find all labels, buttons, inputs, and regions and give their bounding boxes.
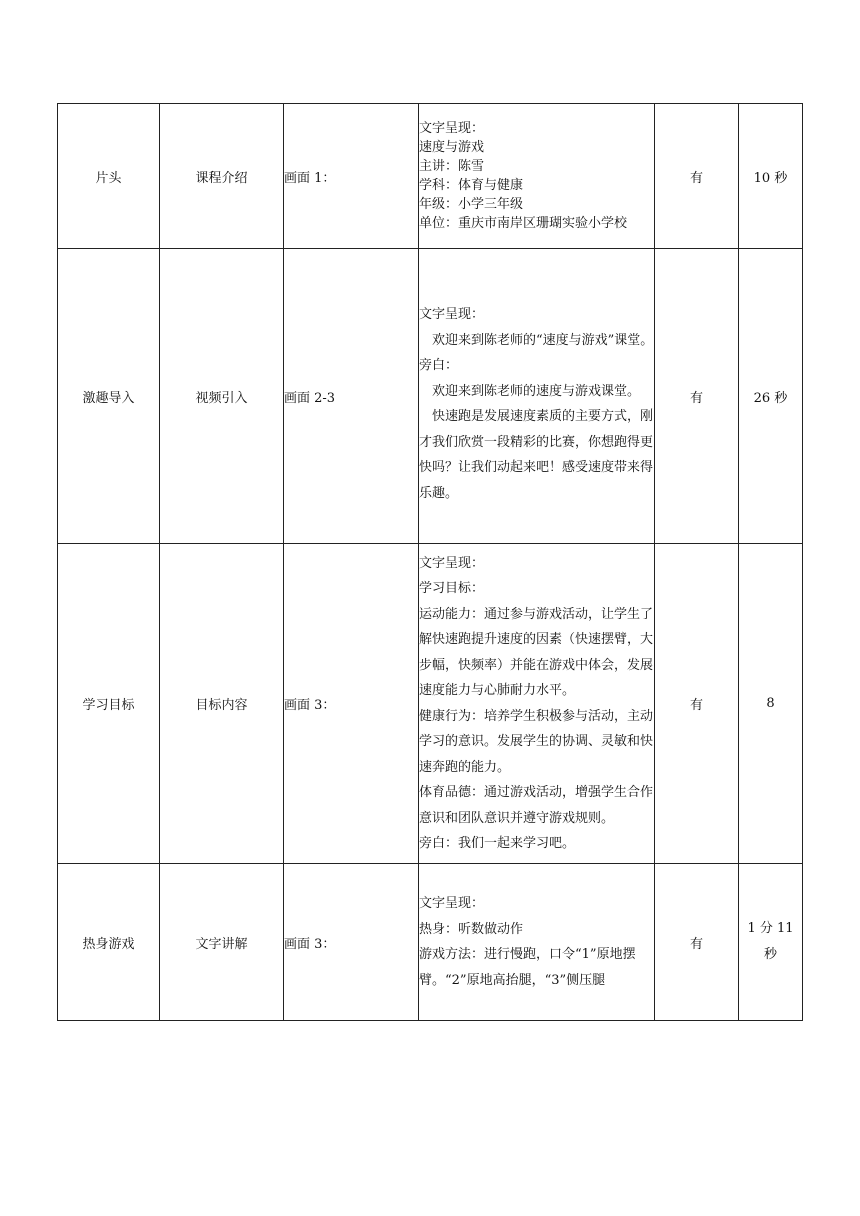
table-row xyxy=(58,104,803,249)
duration-cell: 26 秒 xyxy=(739,249,803,544)
script-table xyxy=(57,103,803,1021)
duration-cell: 10 秒 xyxy=(739,104,803,249)
content-line: 游戏方法：进行慢跑，口令“1”原地摆臂。“2”原地高抬腿，“3”侧压腿 xyxy=(419,947,636,988)
content-line: 单位：重庆市南岸区珊瑚实验小学校 xyxy=(419,216,628,231)
content-line: 文字呈现： xyxy=(419,307,485,322)
content-line: 主讲：陈雪 xyxy=(419,159,485,174)
content-line: 文字呈现： xyxy=(419,896,485,911)
content-line: 旁白：我们一起来学习吧。 xyxy=(419,836,576,851)
content-cell xyxy=(419,104,655,249)
segment-cell: 片头 xyxy=(58,104,160,249)
content-line: 学习目标： xyxy=(419,581,485,596)
content-line: 欢迎来到陈老师的“速度与游戏”课堂。 xyxy=(432,332,654,348)
content-line: 体育品德：通过游戏活动，增强学生合作意识和团队意识并遵守游戏规则。 xyxy=(419,785,654,826)
content-line: 学科：体育与健康 xyxy=(419,178,524,193)
segment-cell: 学习目标 xyxy=(58,544,160,864)
frame-cell: 画面 1： xyxy=(284,104,419,249)
content-cell xyxy=(419,249,655,544)
type-cell: 目标内容 xyxy=(160,544,284,864)
content-line: 健康行为：培养学生积极参与活动，主动学习的意识。发展学生的协调、灵敏和快速奔跑的能力。 xyxy=(419,708,654,775)
sound-cell: 有 xyxy=(655,104,739,249)
type-cell: 文字讲解 xyxy=(160,864,284,1021)
duration-cell: 8 xyxy=(739,544,803,864)
content-line: 欢迎来到陈老师的速度与游戏课堂。 xyxy=(432,383,641,399)
segment-cell: 激趣导入 xyxy=(58,249,160,544)
frame-cell: 画面 3： xyxy=(284,544,419,864)
content-line: 运动能力：通过参与游戏活动，让学生了解快速跑提升速度的因素（快速摆臂，大步幅，快频率）并能在游戏中体会，发展速度能力与心肺耐力水平。 xyxy=(419,606,654,698)
content-line: 快速跑是发展速度素质的主要方式，刚才我们欣赏一段精彩的比赛，你想跑得更快吗？让我们动起来吧！感受速度带来得乐趣。 xyxy=(419,409,654,501)
table-row xyxy=(58,544,803,864)
content-line: 速度与游戏 xyxy=(419,140,485,155)
content-line: 旁白： xyxy=(419,358,459,373)
table-row xyxy=(58,864,803,1021)
segment-cell: 热身游戏 xyxy=(58,864,160,1021)
frame-cell: 画面 2-3 xyxy=(284,249,419,544)
sound-cell: 有 xyxy=(655,544,739,864)
sound-cell: 有 xyxy=(655,249,739,544)
frame-cell: 画面 3： xyxy=(284,864,419,1021)
table-row xyxy=(58,249,803,544)
content-line: 热身：听数做动作 xyxy=(419,921,524,937)
type-cell: 视频引入 xyxy=(160,249,284,544)
content-line: 文字呈现： xyxy=(419,555,485,571)
sound-cell: 有 xyxy=(655,864,739,1021)
content-line: 年级：小学三年级 xyxy=(419,197,524,212)
content-cell xyxy=(419,864,655,1021)
content-line: 文字呈现： xyxy=(419,121,485,136)
duration-cell: 1 分 11 秒 xyxy=(739,864,803,1021)
content-cell xyxy=(419,544,655,864)
type-cell: 课程介绍 xyxy=(160,104,284,249)
